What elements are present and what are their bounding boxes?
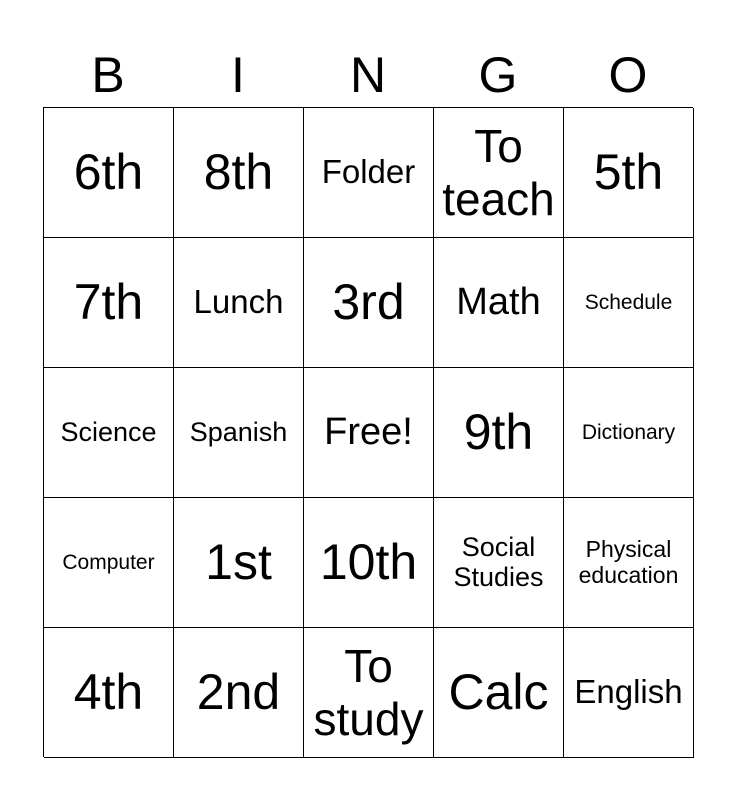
cell-text: To study: [313, 639, 424, 745]
bingo-cell-r1c2[interactable]: [174, 108, 304, 238]
bingo-cell-r2c4[interactable]: [434, 238, 564, 368]
bingo-cell-free[interactable]: [304, 368, 434, 498]
bingo-cell-r2c5[interactable]: [564, 238, 694, 368]
cell-text: 7th: [73, 274, 144, 330]
bingo-cell-r1c3[interactable]: [304, 108, 434, 238]
bingo-cell-r1c4[interactable]: [434, 108, 564, 238]
cell-text: Science: [60, 416, 157, 447]
cell-text: Spanish: [189, 416, 288, 447]
cell-text: Social Studies: [453, 531, 544, 592]
cell-text: Free!: [324, 410, 413, 453]
cell-text: Folder: [321, 153, 416, 191]
bingo-cell-r5c3[interactable]: [304, 628, 434, 758]
bingo-cell-r4c3[interactable]: [304, 498, 434, 628]
bingo-cell-r4c5[interactable]: [564, 498, 694, 628]
bingo-cell-r2c2[interactable]: [174, 238, 304, 368]
cell-text: Computer: [62, 550, 155, 574]
cell-text: 3rd: [332, 274, 405, 330]
bingo-cell-r4c1[interactable]: [44, 498, 174, 628]
cell-text: Math: [456, 280, 541, 323]
cell-text: 10th: [319, 534, 418, 590]
bingo-cell-r1c1[interactable]: [44, 108, 174, 238]
bingo-cell-r5c4[interactable]: [434, 628, 564, 758]
bingo-cell-r5c1[interactable]: [44, 628, 174, 758]
header-letter-i: I: [231, 47, 245, 103]
bingo-cell-r2c3[interactable]: [304, 238, 434, 368]
bingo-board: [43, 107, 693, 757]
header-letter-n: N: [349, 47, 387, 103]
cell-text: Dictionary: [581, 420, 676, 444]
cell-text: 9th: [463, 404, 534, 460]
bingo-header: [43, 44, 693, 106]
cell-text: Schedule: [584, 290, 673, 314]
bingo-cell-r2c1[interactable]: [44, 238, 174, 368]
cell-text: 5th: [593, 144, 664, 200]
bingo-cell-r3c4[interactable]: [434, 368, 564, 498]
bingo-cell-r5c5[interactable]: [564, 628, 694, 758]
cell-text: Calc: [448, 664, 549, 720]
bingo-cell-r4c2[interactable]: [174, 498, 304, 628]
cell-text: English: [574, 673, 683, 711]
bingo-cell-r4c4[interactable]: [434, 498, 564, 628]
bingo-cell-r3c5[interactable]: [564, 368, 694, 498]
cell-text: Lunch: [193, 283, 284, 321]
bingo-cell-r3c2[interactable]: [174, 368, 304, 498]
cell-text: 1st: [205, 534, 272, 590]
bingo-cell-r3c1[interactable]: [44, 368, 174, 498]
cell-text: 6th: [73, 144, 144, 200]
header-letter-o: O: [608, 47, 648, 103]
bingo-cell-r5c2[interactable]: [174, 628, 304, 758]
cell-text: Physical education: [578, 536, 679, 588]
cell-text: 4th: [73, 664, 144, 720]
cell-text: 2nd: [196, 664, 281, 720]
header-letter-b: B: [91, 47, 125, 103]
header-letter-g: G: [478, 47, 518, 103]
cell-text: 8th: [203, 144, 274, 200]
bingo-cell-r1c5[interactable]: [564, 108, 694, 238]
cell-text: To teach: [442, 119, 555, 225]
